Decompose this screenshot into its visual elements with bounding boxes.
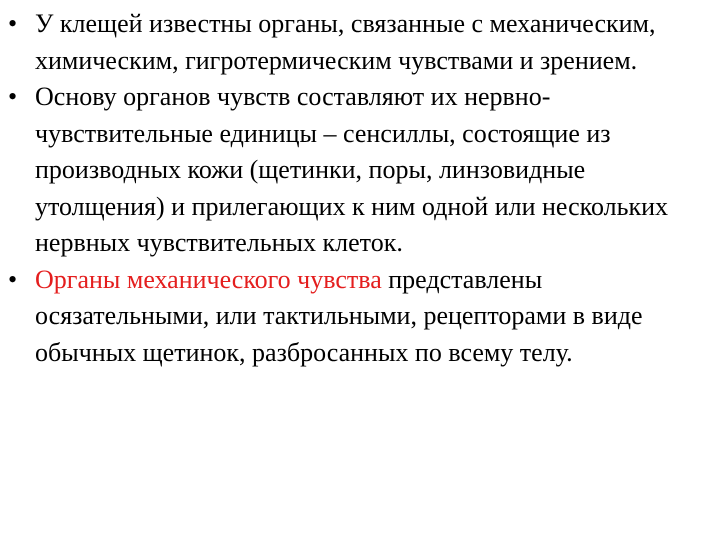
bullet-item-1 [8, 6, 716, 79]
bullet-item-2 [8, 79, 716, 262]
bullet-dot-icon: • [8, 9, 18, 38]
bullet-highlight: Органы механического чувства [35, 264, 382, 294]
bullet-dot-icon: • [8, 264, 18, 294]
bullet-text [35, 9, 656, 75]
bullet-text [35, 82, 668, 257]
bullet-list [8, 6, 716, 371]
bullet-body: У клещей известны органы, связанные с механическим, химическим, гигротермическим чувствами и зрением. [35, 9, 656, 75]
bullet-body: Основу органов чувств составляют их нервно-чувствительные единицы – сенсиллы, состоящие из производных кожи (щетинки, поры, линзовидные утолщения) и прилегающих к ним одной или нескольких нервных чувствительных клеток. [35, 82, 668, 257]
bullet-body: представлены осязательными, или тактильными, рецепторами в виде обычных щетинок, разбросанных по всему телу. [35, 264, 643, 367]
bullet-text [35, 265, 643, 367]
bullet-item-3 [8, 262, 716, 372]
bullet-dot-icon: • [8, 82, 18, 111]
